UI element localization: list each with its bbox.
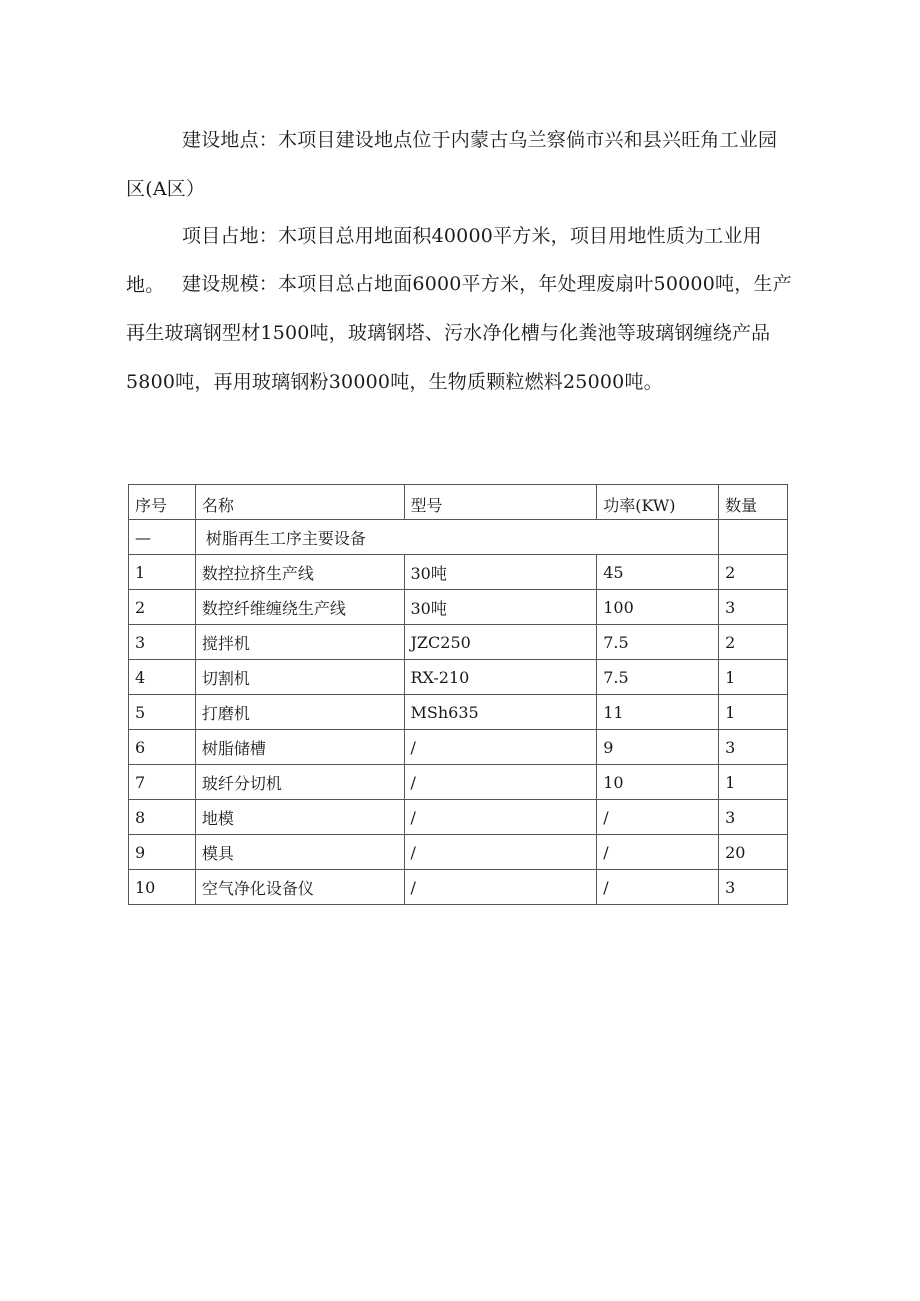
row-model: / [404, 800, 597, 835]
row-power: 7.5 [597, 625, 719, 660]
row-model: 30吨 [404, 555, 597, 590]
row-power: 45 [597, 555, 719, 590]
header-index: 序号 [129, 485, 196, 520]
table-row [129, 590, 788, 625]
row-quantity: 3 [719, 800, 788, 835]
row-power: 100 [597, 590, 719, 625]
row-power: / [597, 800, 719, 835]
row-quantity: 20 [719, 835, 788, 870]
row-model: MSh635 [404, 695, 597, 730]
row-quantity: 3 [719, 590, 788, 625]
row-quantity: 3 [719, 870, 788, 905]
row-index: 6 [129, 730, 196, 765]
row-name: 空气净化设备仪 [195, 870, 404, 905]
row-index: 1 [129, 555, 196, 590]
table-row [129, 695, 788, 730]
row-index: 3 [129, 625, 196, 660]
row-power: / [597, 870, 719, 905]
row-model: / [404, 765, 597, 800]
header-model: 型号 [404, 485, 597, 520]
paragraph-location: 建设地点：木项目建设地点位于内蒙古乌兰察倘市兴和县兴旺角工业园区(A区） [126, 129, 778, 200]
row-name: 地模 [195, 800, 404, 835]
table-row [129, 625, 788, 660]
row-model: / [404, 835, 597, 870]
row-quantity: 2 [719, 625, 788, 660]
row-power: 7.5 [597, 660, 719, 695]
row-power: 11 [597, 695, 719, 730]
row-quantity: 1 [719, 695, 788, 730]
row-index: 5 [129, 695, 196, 730]
equipment-table [128, 484, 788, 905]
header-name: 名称 [195, 485, 404, 520]
header-power: 功率(KW) [597, 485, 719, 520]
row-index: 2 [129, 590, 196, 625]
section-index: — [129, 520, 196, 555]
table-row [129, 730, 788, 765]
row-quantity: 3 [719, 730, 788, 765]
row-index: 4 [129, 660, 196, 695]
row-name: 打磨机 [195, 695, 404, 730]
paragraph-scale: 建设规模：本项目总占地面6000平方米，年处理废扇叶50000吨，生产再生玻璃钢型材1500吨，玻璃钢塔、污水净化槽与化粪池等玻璃钢缠绕产品5800吨，再用玻璃钢粉30000吨，生物质颗粒燃料25000吨。 [126, 273, 792, 393]
row-quantity: 1 [719, 765, 788, 800]
header-quantity: 数量 [719, 485, 788, 520]
section-row [129, 520, 788, 555]
row-index: 8 [129, 800, 196, 835]
row-power: 10 [597, 765, 719, 800]
row-name: 搅拌机 [195, 625, 404, 660]
row-power: / [597, 835, 719, 870]
row-index: 9 [129, 835, 196, 870]
table-row [129, 765, 788, 800]
row-name: 数控纤维缠绕生产线 [195, 590, 404, 625]
row-model: / [404, 730, 597, 765]
row-model: / [404, 870, 597, 905]
row-name: 树脂储槽 [195, 730, 404, 765]
table-row [129, 555, 788, 590]
row-model: JZC250 [404, 625, 597, 660]
row-quantity: 1 [719, 660, 788, 695]
row-index: 7 [129, 765, 196, 800]
row-index: 10 [129, 870, 196, 905]
row-name: 切割机 [195, 660, 404, 695]
table-row [129, 660, 788, 695]
table-row [129, 800, 788, 835]
section-empty-cell [719, 520, 788, 555]
row-quantity: 2 [719, 555, 788, 590]
row-model: RX-210 [404, 660, 597, 695]
table-row [129, 835, 788, 870]
table-header-row [129, 485, 788, 520]
row-name: 模具 [195, 835, 404, 870]
row-name: 玻纤分切机 [195, 765, 404, 800]
row-model: 30吨 [404, 590, 597, 625]
section-title: 树脂再生工序主要设备 [195, 520, 718, 555]
table-row [129, 870, 788, 905]
paragraph-land-area: 项目占地：木项目总用地面积40000平方米，项目用地性质为工业用地。 [126, 225, 762, 296]
row-name: 数控拉挤生产线 [195, 555, 404, 590]
row-power: 9 [597, 730, 719, 765]
